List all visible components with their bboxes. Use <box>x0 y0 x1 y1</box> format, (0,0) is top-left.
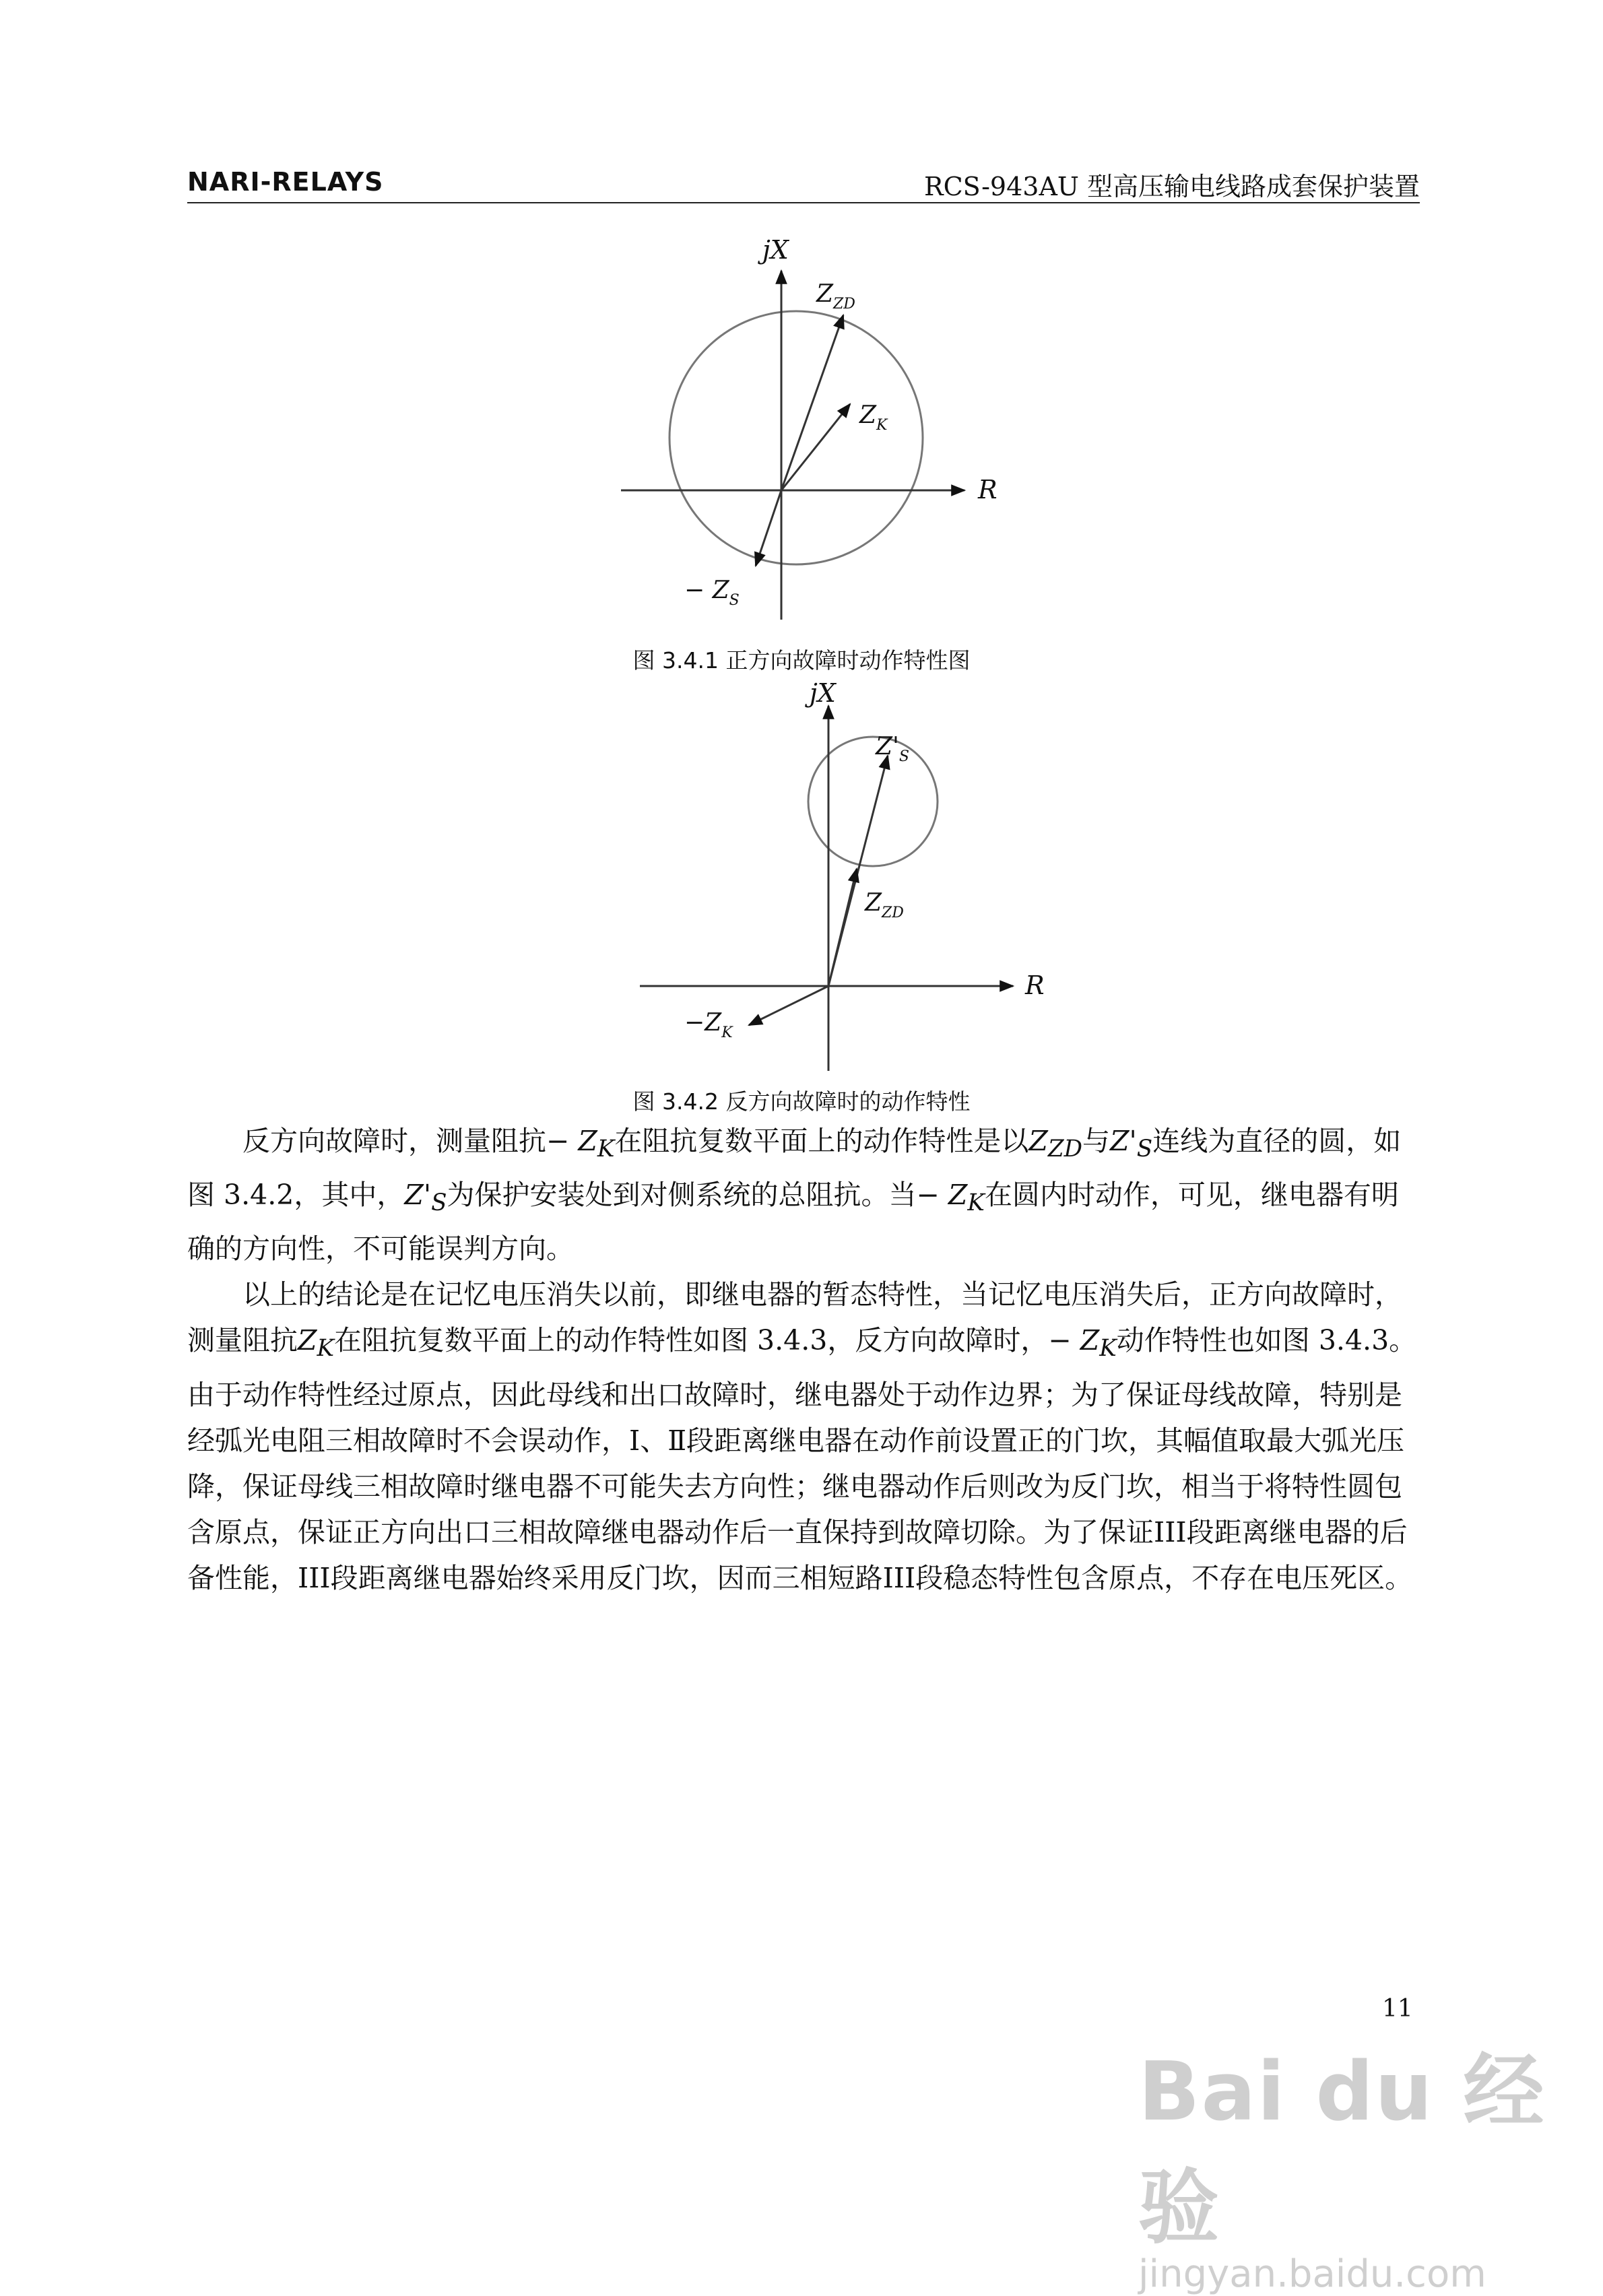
fig1-zs-label: − $Z_S$ <box>684 577 740 609</box>
body-text <box>187 1118 1420 1601</box>
watermark-url: jingyan.baidu.com <box>1138 2252 1486 2296</box>
fig1-vector-zzd <box>781 315 843 490</box>
header-brand: NARI-RELAYS <box>187 167 384 197</box>
fig2-vector-zk <box>749 986 828 1025</box>
fig2-x-label: R <box>1025 971 1045 1000</box>
fig1-circle <box>669 311 923 564</box>
fig2-y-label: jX <box>810 678 836 708</box>
figure1-caption: 图 3.4.1 正方向故障时动作特性图 <box>632 647 971 674</box>
fig1-zk-label: $Z_K$ <box>859 401 888 434</box>
fig1-zzd-label: $Z_{ZD}$ <box>816 280 855 313</box>
fig2-vector-zzd <box>828 869 857 986</box>
watermark-logo: Bai du 经验 <box>1138 2045 1546 2255</box>
fig1-vector-zs <box>756 490 781 566</box>
header-title: RCS-943AU 型高压输电线路成套保护装置 <box>923 172 1420 201</box>
fig1-vector-zk <box>781 404 850 490</box>
paragraph-2: 以上的结论是在记忆电压消失以前，即继电器的暂态特性，当记忆电压消失后，正方向故障时，测量阻抗$Z_K$在阻抗复数平面上的动作特性如图 3.4.3，反方向故障时，− $Z_K$动作特性也如图 3.4.3。由于动作特性经过原点，因此母线和出口故障时，继电器处于动作边界；为了保证母线故障，特别是经弧光电阻三相故障时不会误动作，Ⅰ、Ⅱ段距离继电器在动作前设置正的门坎，其幅值取最大弧光压降，保证母线三相故障时继电器不可能失去方向性；继电器动作后则改为反门坎，相当于将特性圆包含原点，保证正方向出口三相故障继电器动作后一直保持到故障切除。为了保证III段距离继电器的后备性能，III段距离继电器始终采用反门坎，因而三相短路III段稳态特性包含原点，不存在电压死区。 <box>187 1278 1417 1594</box>
fig1-y-label: jX <box>762 235 789 265</box>
fig1-x-label: R <box>978 475 997 504</box>
fig2-zzd-label: $Z_{ZD}$ <box>865 889 904 921</box>
figure2-caption: 图 3.4.2 反方向故障时的动作特性 <box>632 1088 971 1115</box>
fig2-zs-label: $Z'_S$ <box>876 733 909 765</box>
header-rule <box>187 202 1420 203</box>
fig2-zk-label: $-Z_K$ <box>684 1009 733 1041</box>
paragraph-1: 反方向故障时，测量阻抗− $Z_K$在阻抗复数平面上的动作特性是以$Z_{ZD}$与$Z'_S$连线为直径的圆，如图 3.4.2，其中，$Z'_S$为保护安装处到对侧系统的总阻抗。当− $Z_K$在圆内时动作，可见，继电器有明确的方向性，不可能误判方向。 <box>187 1125 1402 1266</box>
baidu-watermark <box>1138 2027 1603 2296</box>
page-number: 11 <box>1382 1995 1413 2023</box>
figure-reverse-fault <box>0 677 1603 1088</box>
